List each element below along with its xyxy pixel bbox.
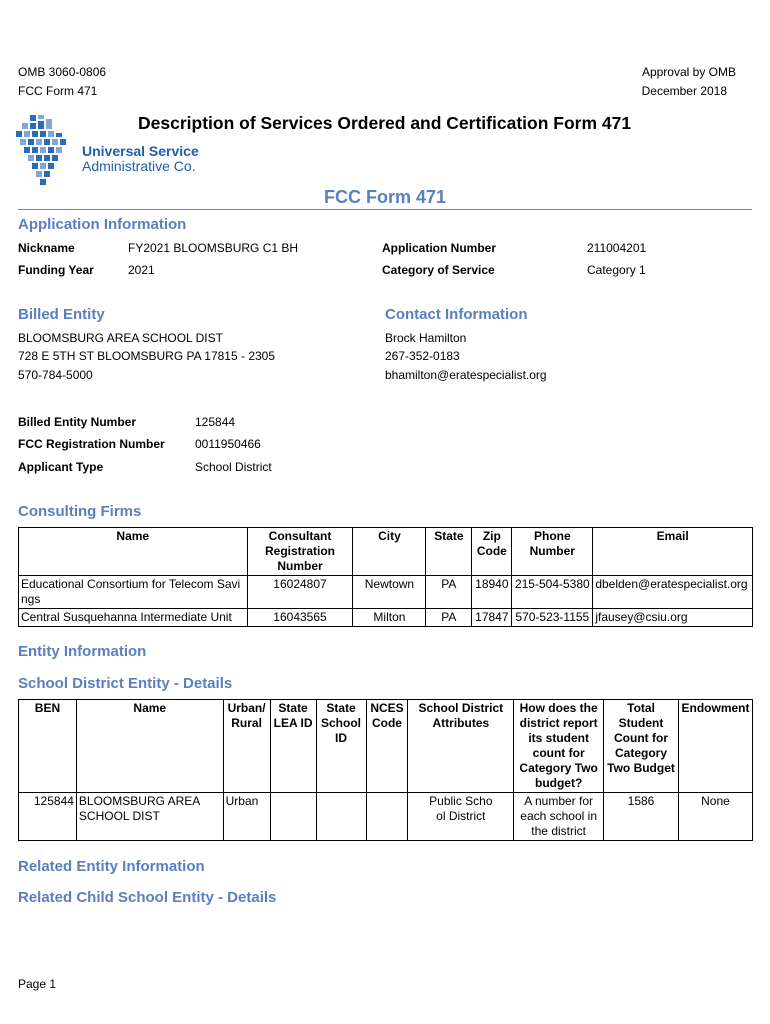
title-divider: [18, 209, 752, 210]
school-district-subheading: School District Entity - Details: [18, 675, 233, 692]
col-total-student-count: Total Student Count for Category Two Budget: [604, 700, 679, 793]
entity-table: [18, 699, 753, 841]
table-row: [19, 576, 753, 609]
table-row: [19, 793, 753, 841]
nickname-value: FY2021 BLOOMSBURG C1 BH: [128, 241, 299, 255]
category-label: Category of Service: [382, 263, 495, 277]
contact-name: Brock Hamilton: [385, 331, 467, 345]
related-entity-heading: Related Entity Information: [18, 858, 205, 875]
approval-date: December 2018: [641, 84, 727, 98]
entity-ben: 125844: [19, 793, 77, 841]
entity-heading: Entity Information: [18, 643, 147, 660]
consultant-city: Milton: [353, 609, 426, 627]
billed-entity-name: BLOOMSBURG AREA SCHOOL DIST: [18, 331, 223, 345]
billed-entity-address: 728 E 5TH ST BLOOMSBURG PA 17815 - 2305: [18, 349, 276, 363]
contact-heading: Contact Information: [385, 306, 528, 323]
entity-total-student-count: 1586: [604, 793, 679, 841]
consultant-email: dbelden@eratespecialist.org: [593, 576, 753, 609]
col-name: Name: [19, 528, 248, 576]
consultant-state: PA: [426, 576, 472, 609]
consultant-name: Central Susquehanna Intermediate Unit: [19, 609, 248, 627]
related-child-subheading: Related Child School Entity - Details: [18, 889, 277, 906]
entity-urban-rural: Urban: [223, 793, 270, 841]
col-entity-name: Name: [76, 700, 223, 793]
billed-entity-phone: 570-784-5000: [18, 368, 93, 382]
contact-email: bhamilton@eratespecialist.org: [385, 368, 547, 382]
entity-state-lea-id: [270, 793, 316, 841]
entity-header-row: [19, 700, 753, 793]
ben-label: Billed Entity Number: [18, 415, 137, 429]
entity-nces-code: [366, 793, 408, 841]
consulting-table: [18, 527, 753, 627]
consultant-city: Newtown: [353, 576, 426, 609]
consultant-name: Educational Consortium for Telecom Savings: [19, 576, 248, 609]
col-phone: Phone Number: [512, 528, 593, 576]
usac-logo-icon: [16, 113, 80, 185]
omb-approval: Approval by OMB: [641, 65, 736, 79]
application-heading: Application Information: [18, 216, 187, 233]
col-consultant-registration-number: Consultant Registration Number: [247, 528, 353, 576]
consulting-header-row: [19, 528, 753, 576]
entity-attributes: Public School District: [408, 793, 514, 841]
application-number-label: Application Number: [382, 241, 497, 255]
nickname-label: Nickname: [18, 241, 75, 255]
entity-report-method: A number for each school in the district: [514, 793, 604, 841]
consulting-heading: Consulting Firms: [18, 503, 142, 520]
fcc-registration-label: FCC Registration Number: [18, 437, 165, 451]
col-report-method: How does the district report its student count for Category Two budget?: [514, 700, 604, 793]
col-attributes: School District Attributes: [408, 700, 514, 793]
consultant-email: jfausey@csiu.org: [593, 609, 753, 627]
col-email: Email: [593, 528, 753, 576]
col-ben: BEN: [19, 700, 77, 793]
billed-entity-heading: Billed Entity: [18, 306, 105, 323]
page-number: Page 1: [18, 977, 57, 991]
consultant-state: PA: [426, 609, 472, 627]
consultant-zip: 18940: [472, 576, 512, 609]
funding-year-value: 2021: [128, 263, 155, 277]
omb-number: OMB 3060-0806: [18, 65, 107, 79]
consultant-phone: 215-504-5380: [512, 576, 593, 609]
col-state-lea-id: State LEA ID: [270, 700, 316, 793]
entity-state-school-id: [316, 793, 366, 841]
document-title: Description of Services Ordered and Certification Form 471: [138, 113, 632, 133]
table-row: [19, 609, 753, 627]
application-number-value: 211004201: [587, 241, 647, 255]
entity-name: BLOOMSBURG AREA SCHOOL DIST: [76, 793, 223, 841]
consultant-zip: 17847: [472, 609, 512, 627]
contact-phone: 267-352-0183: [385, 349, 460, 363]
col-zip: Zip Code: [472, 528, 512, 576]
col-nces-code: NCES Code: [366, 700, 408, 793]
applicant-type-value: School District: [195, 460, 272, 474]
category-value: Category 1: [587, 263, 646, 277]
logo-line-2: Administrative Co.: [82, 158, 196, 174]
col-state: State: [426, 528, 472, 576]
logo-line-1: Universal Service: [82, 143, 199, 159]
col-urban-rural: Urban/ Rural: [223, 700, 270, 793]
entity-endowment: None: [678, 793, 752, 841]
form-number: FCC Form 471: [18, 84, 98, 98]
col-state-school-id: State School ID: [316, 700, 366, 793]
applicant-type-label: Applicant Type: [18, 460, 104, 474]
consultant-crn: 16043565: [247, 609, 353, 627]
ben-value: 125844: [195, 415, 236, 429]
consultant-phone: 570-523-1155: [512, 609, 593, 627]
form-title: FCC Form 471: [323, 187, 447, 207]
col-endowment: Endowment: [678, 700, 752, 793]
col-city: City: [353, 528, 426, 576]
consultant-crn: 16024807: [247, 576, 353, 609]
funding-year-label: Funding Year: [18, 263, 94, 277]
fcc-registration-value: 0011950466: [195, 437, 261, 451]
